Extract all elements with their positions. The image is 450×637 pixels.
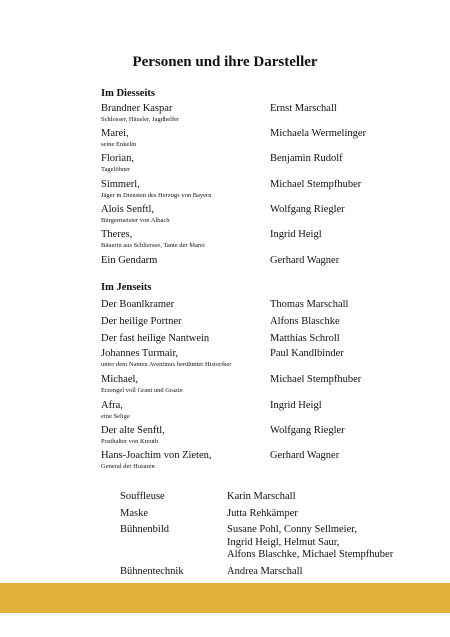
actor-name: Ernst Marschall	[270, 103, 337, 114]
role-description: unter dem Namen Aventinus berühmter Historiker	[101, 361, 232, 368]
actor-name: Paul Kandlbinder	[270, 348, 344, 359]
role-name: Theres,	[101, 229, 133, 240]
crew-role: Bühnenbild	[120, 524, 169, 535]
accent-bar	[0, 583, 450, 613]
role-description: eine Selige	[101, 413, 130, 420]
actor-name: Benjamin Rudolf	[270, 153, 343, 164]
crew-names	[227, 524, 393, 562]
role-description: Tagelöhner	[101, 166, 131, 173]
crew-role: Maske	[120, 508, 148, 519]
role-name: Marei,	[101, 128, 129, 139]
crew-name: Andrea Marschall	[227, 566, 303, 577]
role-name: Hans-Joachim von Zieten,	[101, 450, 212, 461]
role-description: Jäger in Diensten des Herzogs von Bayern	[101, 192, 212, 199]
crew-name: Jutta Rehkämper	[227, 508, 298, 519]
role-entry	[101, 153, 267, 174]
crew-role: Bühnentechnik	[120, 566, 184, 577]
actor-name: Wolfgang Riegler	[270, 204, 345, 215]
role-description: Bürgermeister von Albach	[101, 217, 170, 224]
role-description: General der Husaren	[101, 463, 155, 470]
actor-name: Michael Stempfhuber	[270, 179, 362, 190]
crew-names	[227, 566, 303, 579]
role-name: Florian,	[101, 153, 134, 164]
role-entry	[101, 316, 267, 328]
crew-names	[227, 508, 298, 521]
role-entry	[101, 128, 267, 149]
page-title: Personen und ihre Darsteller	[132, 54, 318, 70]
role-name: Ein Gendarm	[101, 255, 158, 266]
role-entry	[101, 103, 267, 124]
actor-name: Michael Stempfhuber	[270, 374, 362, 385]
role-name: Alois Senftl,	[101, 204, 155, 215]
actor-name: Gerhard Wagner	[270, 255, 340, 266]
actor-name: Gerhard Wagner	[270, 450, 340, 461]
role-name: Johannes Turmair,	[101, 348, 179, 359]
actor-name: Thomas Marschall	[270, 299, 349, 310]
role-name: Der alte Senftl,	[101, 425, 165, 436]
role-entry	[101, 348, 267, 369]
role-description: Posthalter von Kreuth	[101, 438, 159, 445]
section-heading-jenseits: Im Jenseits	[101, 282, 152, 293]
role-name: Michael,	[101, 374, 139, 385]
crew-name: Karin Marschall	[227, 491, 296, 502]
crew-name: Susane Pohl, Conny Sellmeier,	[227, 524, 357, 535]
role-name: Simmerl,	[101, 179, 140, 190]
role-name: Der heilige Portner	[101, 316, 182, 327]
crew-names	[227, 491, 296, 504]
actor-name: Ingrid Heigl	[270, 400, 322, 411]
role-description: Erzengel voll Grant und Grazie	[101, 387, 183, 394]
role-entry	[101, 374, 267, 395]
section-heading-diesseits: Im Diesseits	[101, 88, 155, 99]
role-description: Bäuerin aus Schliersee, Tante der Marei	[101, 242, 205, 249]
role-name: Brandner Kaspar	[101, 103, 173, 114]
role-name: Der fast heilige Nantwein	[101, 333, 210, 344]
role-entry	[101, 179, 267, 200]
role-name: Afra,	[101, 400, 123, 411]
role-entry	[101, 255, 267, 267]
role-entry	[101, 450, 267, 471]
role-name: Der Boanlkramer	[101, 299, 175, 310]
role-entry	[101, 204, 267, 225]
crew-name: Alfons Blaschke, Michael Stempfhuber	[227, 549, 394, 560]
actor-name: Matthias Schroll	[270, 333, 340, 344]
role-entry	[101, 299, 267, 311]
actor-name: Michaela Wermelinger	[270, 128, 367, 139]
role-entry	[101, 400, 267, 421]
actor-name: Wolfgang Riegler	[270, 425, 345, 436]
crew-role: Souffleuse	[120, 491, 165, 502]
role-description: Schlosser, Häusler, Jagdhelfer	[101, 116, 180, 123]
role-entry	[101, 229, 267, 250]
crew-name: Ingrid Heigl, Helmut Saur,	[227, 536, 340, 548]
role-entry	[101, 425, 267, 446]
role-description: seine Enkelin	[101, 141, 137, 148]
role-entry	[101, 333, 267, 345]
actor-name: Ingrid Heigl	[270, 229, 322, 240]
actor-name: Alfons Blaschke	[270, 316, 340, 327]
